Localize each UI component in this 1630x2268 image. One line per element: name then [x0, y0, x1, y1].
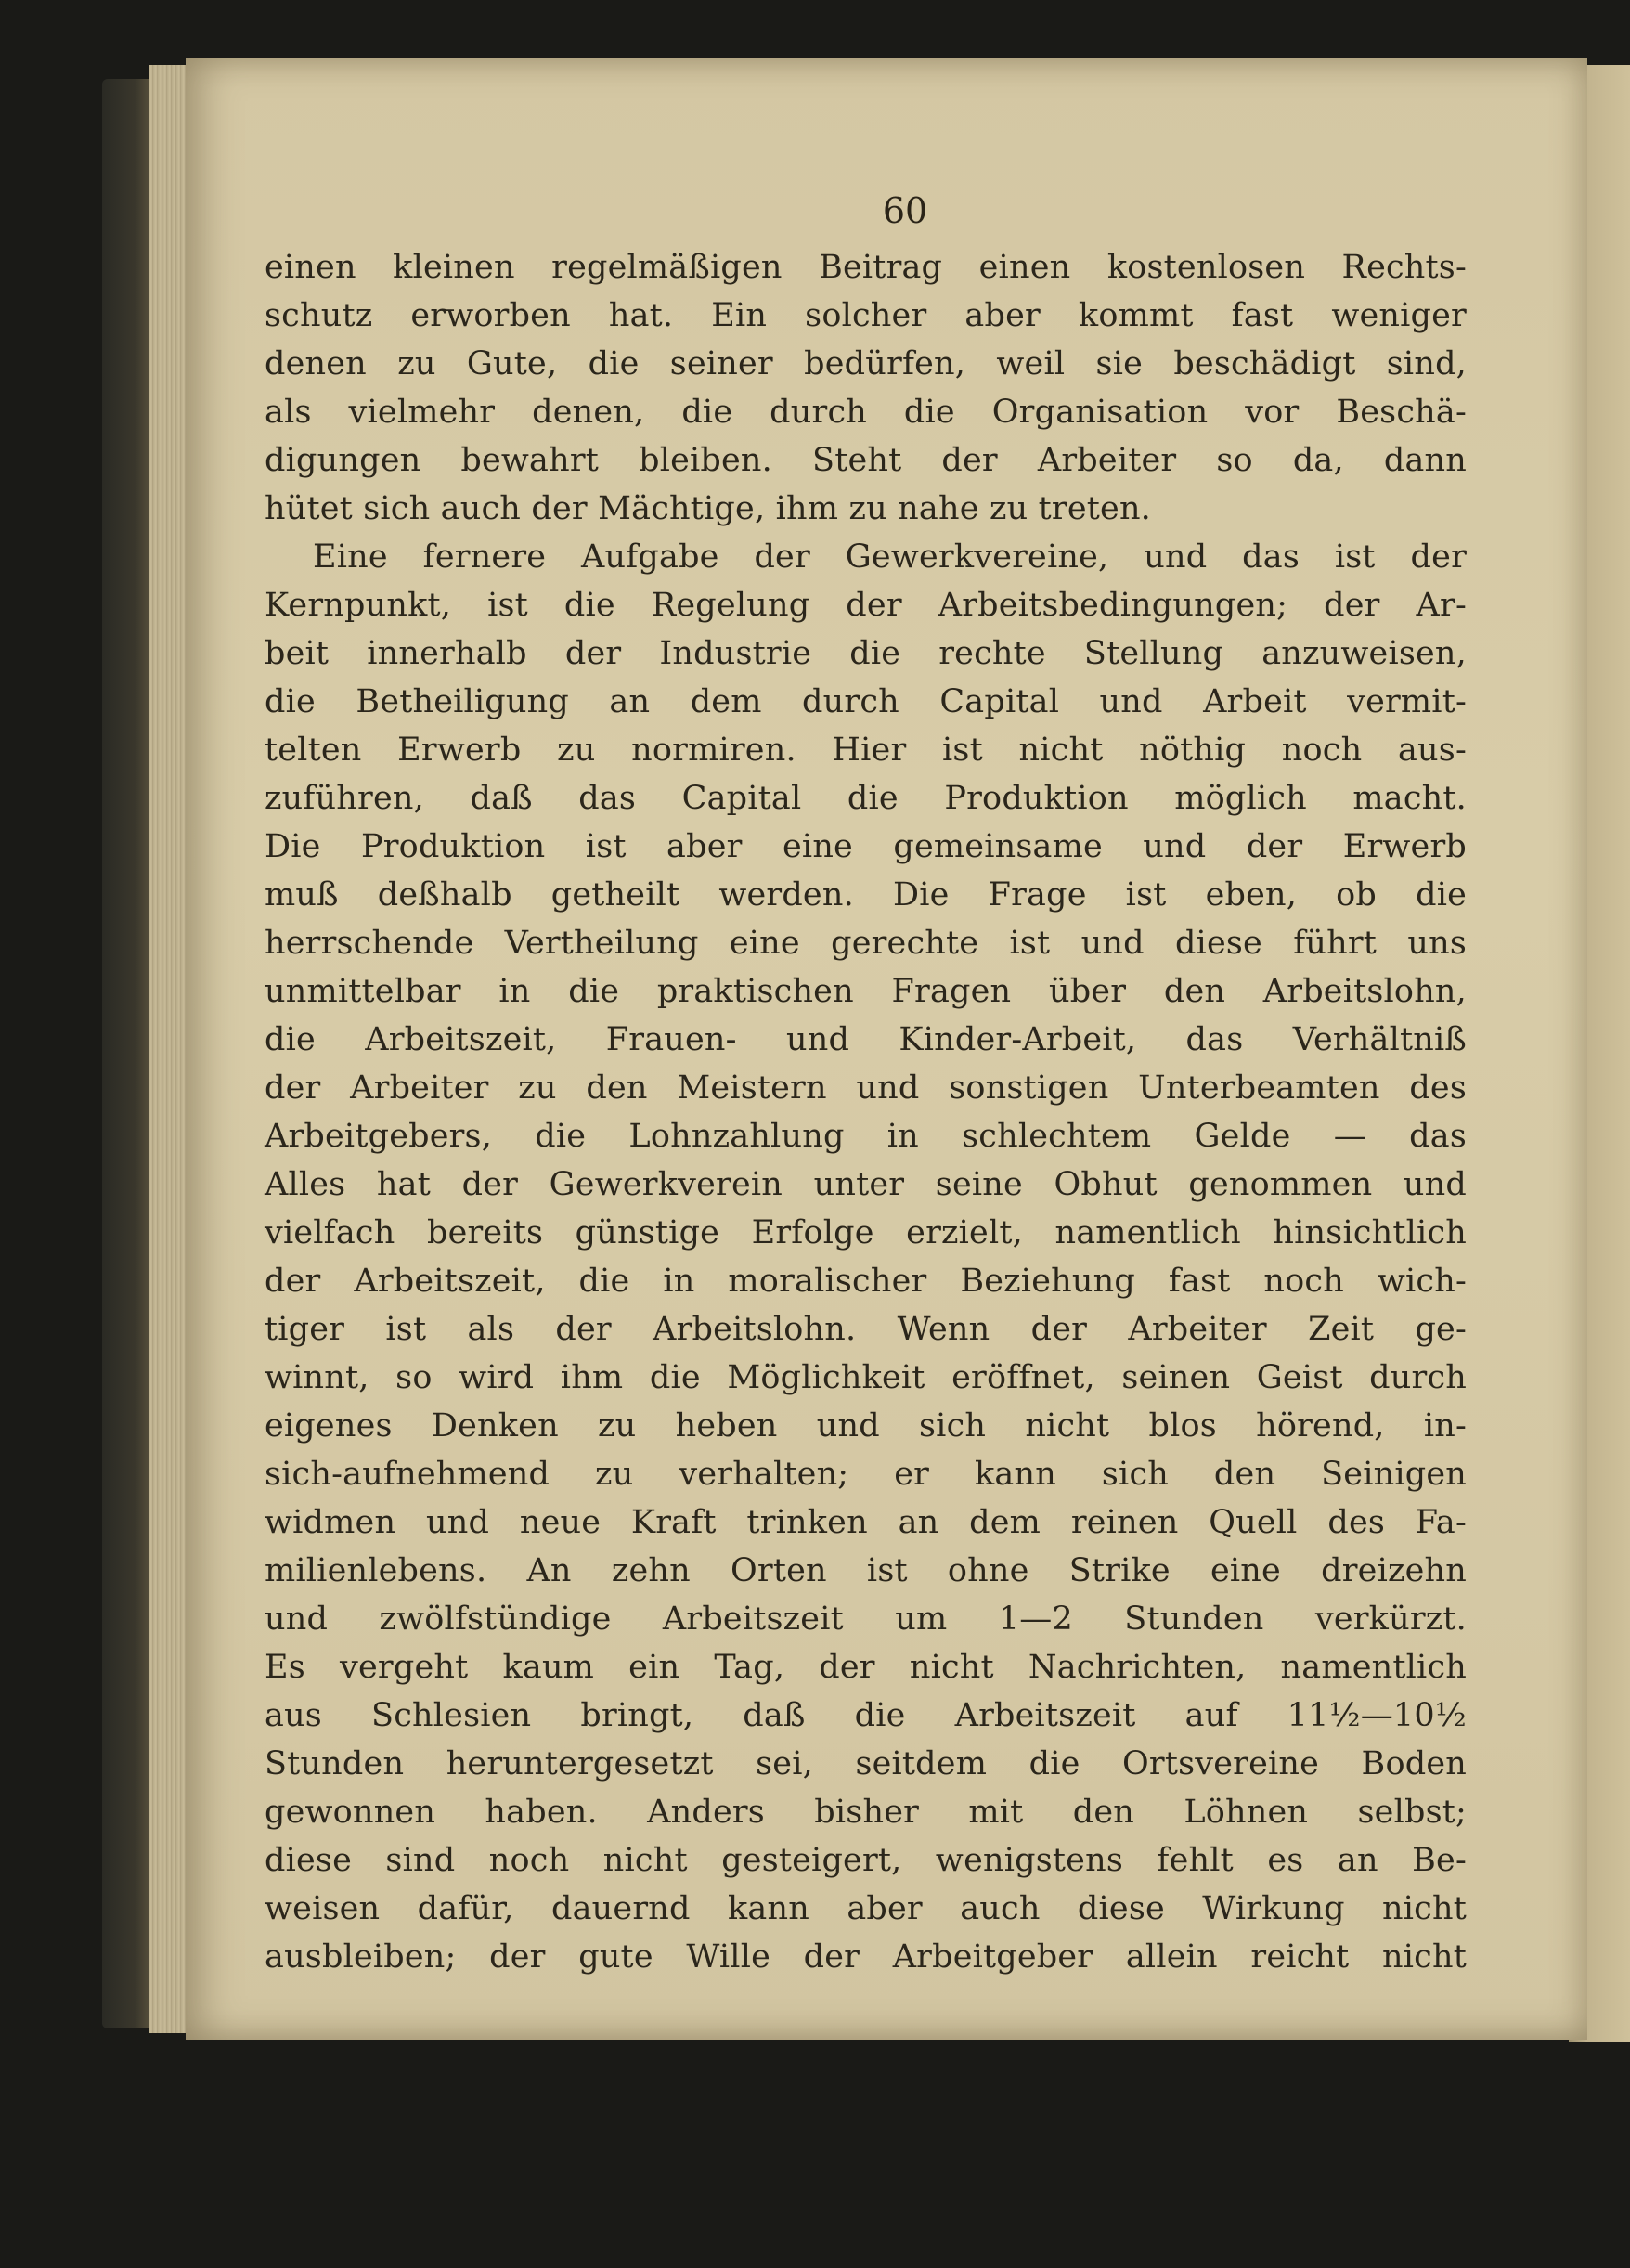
text-line: milienlebens. An zehn Orten ist ohne Strike eine dreizehn: [265, 1552, 1467, 1589]
text-line: Arbeitgebers, die Lohnzahlung in schlechtem Gelde — das: [265, 1118, 1467, 1155]
body-text: [265, 243, 1467, 1981]
text-line: denen zu Gute, die seiner bedürfen, weil sie beschädigt sind,: [265, 345, 1467, 382]
text-line: hütet sich auch der Mächtige, ihm zu nahe zu treten.: [265, 490, 1152, 527]
text-line: Stunden heruntergesetzt sei, seitdem die Ortsvereine Boden: [265, 1745, 1467, 1782]
text-line: telten Erwerb zu normiren. Hier ist nicht nöthig noch aus-: [265, 732, 1467, 769]
text-line: ausbleiben; der gute Wille der Arbeitgeber allein reicht nicht: [265, 1938, 1467, 1976]
text-line: winnt, so wird ihm die Möglichkeit eröffnet, seinen Geist durch: [265, 1359, 1467, 1396]
text-line: diese sind noch nicht gesteigert, wenigstens fehlt es an Be-: [265, 1842, 1467, 1879]
text-line: unmittelbar in die praktischen Fragen über den Arbeitslohn,: [265, 973, 1467, 1010]
text-line: der Arbeiter zu den Meistern und sonstigen Unterbeamten des: [265, 1069, 1467, 1107]
text-line: sich-aufnehmend zu verhalten; er kann sich den Seinigen: [265, 1456, 1467, 1493]
text-line: aus Schlesien bringt, daß die Arbeitszeit auf 11½—10½: [265, 1697, 1467, 1734]
text-line: vielfach bereits günstige Erfolge erzielt, namentlich hinsichtlich: [265, 1214, 1467, 1251]
text-line: die Arbeitszeit, Frauen- und Kinder-Arbeit, das Verhältniß: [265, 1021, 1467, 1058]
text-line: gewonnen haben. Anders bisher mit den Löhnen selbst;: [265, 1794, 1467, 1831]
text-line: digungen bewahrt bleiben. Steht der Arbeiter so da, dann: [265, 442, 1467, 479]
text-line: Es vergeht kaum ein Tag, der nicht Nachrichten, namentlich: [265, 1649, 1467, 1686]
text-line: Die Produktion ist aber eine gemeinsame und der Erwerb: [265, 828, 1467, 865]
text-line: der Arbeitszeit, die in moralischer Beziehung fast noch wich-: [265, 1263, 1467, 1300]
text-line: muß deßhalb getheilt werden. Die Frage ist eben, ob die: [265, 876, 1467, 914]
text-line: Alles hat der Gewerkverein unter seine Obhut genommen und: [265, 1166, 1467, 1203]
text-line: herrschende Vertheilung eine gerechte ist und diese führt uns: [265, 925, 1467, 962]
text-line: die Betheiligung an dem durch Capital und Arbeit vermit-: [265, 683, 1467, 720]
text-line: weisen dafür, dauernd kann aber auch diese Wirkung nicht: [265, 1890, 1467, 1927]
text-line: als vielmehr denen, die durch die Organisation vor Beschä-: [265, 394, 1467, 431]
text-line: beit innerhalb der Industrie die rechte Stellung anzuweisen,: [265, 635, 1467, 672]
text-line: schutz erworben hat. Ein solcher aber kommt fast weniger: [265, 297, 1467, 334]
text-line: widmen und neue Kraft trinken an dem reinen Quell des Fa-: [265, 1504, 1467, 1541]
text-line: Eine fernere Aufgabe der Gewerkvereine, und das ist der: [313, 538, 1467, 576]
text-line: zuführen, daß das Capital die Produktion möglich macht.: [265, 780, 1467, 817]
text-line: Kernpunkt, ist die Regelung der Arbeitsbedingungen; der Ar-: [265, 587, 1467, 624]
text-line: eigenes Denken zu heben und sich nicht blos hörend, in-: [265, 1407, 1467, 1445]
page-number: 60: [882, 190, 928, 231]
text-line: und zwölfstündige Arbeitszeit um 1—2 Stunden verkürzt.: [265, 1601, 1467, 1638]
text-line: einen kleinen regelmäßigen Beitrag einen kostenlosen Rechts-: [265, 249, 1467, 286]
text-line: tiger ist als der Arbeitslohn. Wenn der Arbeiter Zeit ge-: [265, 1311, 1467, 1348]
